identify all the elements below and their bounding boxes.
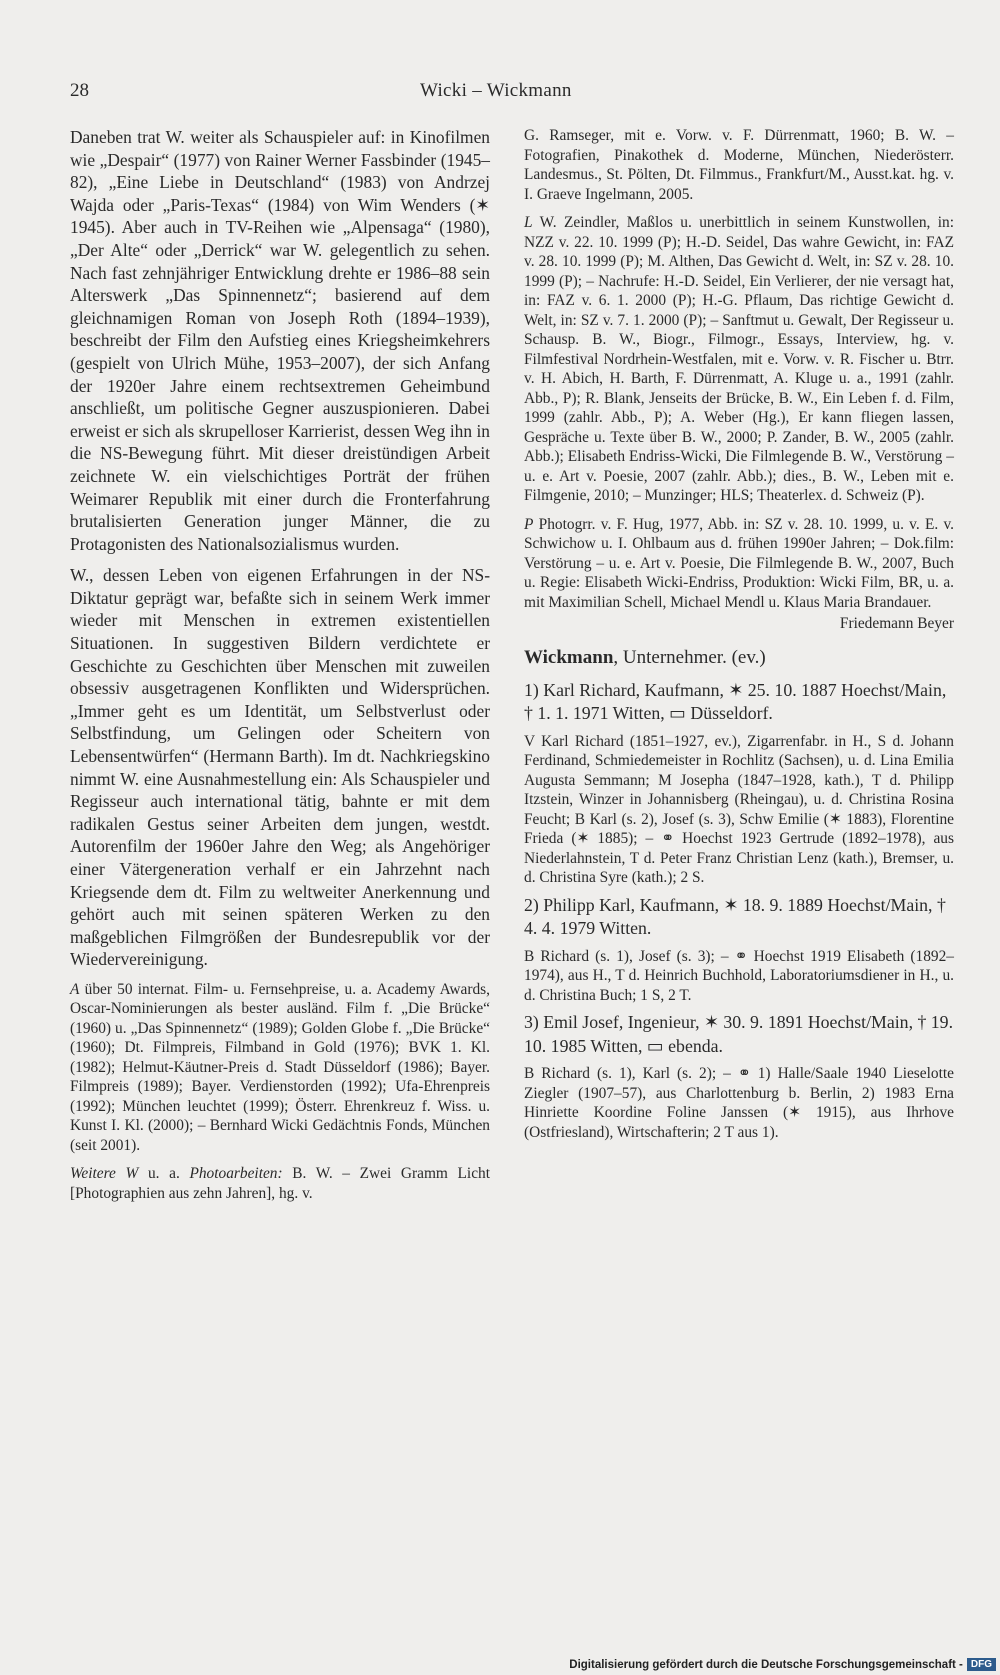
- works-mid: u. a.: [138, 1165, 190, 1183]
- portraits-section: [524, 515, 954, 613]
- awards-section: [70, 980, 490, 1156]
- portraits-label: P: [524, 515, 534, 533]
- literature-label: L: [524, 214, 533, 231]
- literature-text: W. Zeindler, Maßlos u. unerbittlich in seinem Kunstwollen, in: NZZ v. 22. 10. 1999 (P); H.-D. Seidel, Das wahre Gewicht, in: FAZ v. 28. 10. 1999 (P); M. Althen, Das Gewicht d. Welt, in: SZ v. 28. 10. 1999 (P); – Nachrufe: H.-D. Seidel, Ein Verlierer, der nie versagt hat, in: FAZ v. 6. 1. 2000 (P); H.-G. Pflaum, Das richtige Gewicht d. Welt, in: SZ v. 7. 1. 2000 (P); – Sanftmut u. Gewalt, Der Regisseur u. Schausp. B. W., Biogr., Filmogr., Essays, Interview, hg. v. Filmfestival Nordrhein-Westfalen, mit e. Vorw. v. R. Fischer u. Btrr. v. H. Abich, H. Barth, F. Dürrenmatt, A. Kluge u. a., 1991 (zahlr. Abb., P); R. Blank, Jenseits der Brücke, B. W., Ein Leben f. d. Film, 1999 (zahlr. Abb., P); A. Weber (Hg.), Er kann fliegen lassen, Gespräche u. Texte über B. W., 2000; P. Zander, B. W., 2005 (zahlr. Abb.); Elisabeth Endriss-Wicki, Die Filmlegende B. W., Verstörung – u. e. Art v. Poesie, 2007 (zahlr. Abb.); dies., B. W., Leben mit e. Filmgenie, 2010; – Munzinger; HLS; Theaterlex. d. Schweiz (P).: [524, 214, 954, 504]
- paragraph-career: Daneben trat W. weiter als Schauspieler auf: in Kinofilmen wie „Despair“ (1977) von Rainer Werner Fassbinder (1945–82), „Eine Liebe in Deutschland“ (1983) von Andrzej Wajda oder „Paris-Texas“ (1984) von Wim Wenders (✶ 1945). Aber auch in TV-Reihen wie „Alpensaga“ (1980), „Der Alte“ oder „Derrick“ war W. gelegentlich zu sehen. Nach fast zehnjähriger Entwicklung drehte er 1986–88 sein Alterswerk „Das Spinnennetz“; basierend auf dem gleichnamigen Roman von Joseph Roth (1894–1939), beschreibt der Film den Aufstieg eines Kriegsheimkehrers (gespielt von Ulrich Mühe, 1953–2007), der sich Anfang der 1920er Jahre einem rechtsextremen Geheimbund anschließt, um politische Gegner auszuspionieren. Dabei erweist er sich als skrupelloser Karrierist, dessen Weg ihn in die NS-Bewegung führt. Mit dieser dreistündigen Arbeit zeichnete W. ein vielschichtiges Porträt der frühen Weimarer Republik mit einer durch die Fronterfahrung brutalisierten Generation junger Männer, die zu Protagonisten des Nationalsozialismus wurden.: [70, 127, 490, 554]
- person-1-genealogy: V Karl Richard (1851–1927, ev.), Zigarrenfabr. in H., S d. Johann Ferdinand, Schmiedemeister in Rochlitz (Sachsen), u. d. Lina Emilia Augusta Semmann; M Josepha (1847–1928, kath.), T d. Philipp Itzstein, Winzer in Johannisberg (Rheingau), u. d. Christina Rosina Feucht; B Karl (s. 2), Josef (s. 3), Schw Emilie (✶ 1883), Florentine Frieda (✶ 1885); – ⚭ Hoechst 1923 Gertrude (1892–1978), aus Niederlahnstein, T d. Peter Franz Christian Lenz (kath.), Bremser, u. d. Christina Syre (kath.); 2 S.: [524, 732, 954, 886]
- dfg-logo: DFG: [967, 1658, 996, 1671]
- works-photo-label: Photoarbeiten:: [189, 1165, 283, 1183]
- works-section: [70, 1164, 490, 1203]
- person-1-heading: 1) Karl Richard, Kaufmann, ✶ 25. 10. 1887 Hoechst/Main, † 1. 1. 1971 Witten, ▭ Düsseldorf.: [524, 679, 947, 723]
- awards-text: über 50 internat. Film- u. Fernsehpreise, u. a. Academy Awards, Oscar-Nominierungen als bester ausländ. Film f. „Die Brücke“ (1960) u. „Das Spinnennetz“ (1989); Golden Globe f. „Die Brücke“ (1960); Dt. Filmpreis, Filmband in Gold (1976); BVK 1. Kl. (1982); Helmut-Käutner-Preis d. Stadt Düsseldorf (1986); Bayer. Filmpreis (1989); Bayer. Verdienstorden (1992); Ufa-Ehrenpreis (1992); München leuchtet (1999); Österr. Ehrenkreuz f. Wiss. u. Kunst I. Kl. (2000); – Bernhard Wicki Gedächtnis Fonds, München (seit 2001).: [70, 980, 490, 1154]
- works-continued: G. Ramseger, mit e. Vorw. v. F. Dürrenmatt, 1960; B. W. – Fotografien, Pinakothek d. Moderne, München, Niederösterr. Landesmus., St. Pölten, Dt. Filmmus., Frankfurt/M., Ausst.kat. hg. v. I. Graeve Ingelmann, 2005.: [524, 127, 954, 203]
- paragraph-assessment: W., dessen Leben von eigenen Erfahrungen in der NS-Diktatur geprägt war, befaßte sich in seinem Werk immer wieder mit Menschen in extremen existentiellen Situationen. In suggestiven Bildern verdichtete er Geschichte zu Geschichten über Menschen mit zuweilen obsessiv ausgetragenen Konflikten und Widersprüchen. „Immer geht es um Identität, um Selbstverlust oder Selbstfindung, um Gelingen oder Scheitern von Lebensentwürfen“ (Hermann Barth). Im dt. Nachkriegskino nimmt W. eine Ausnahmestellung ein: Als Schauspieler und Regisseur auch international tätig, bahnte er mit dem radikalen Gestus seiner Arbeiten dem jungen, westdt. Autorenfilm der 1960er Jahre den Weg; als Angehöriger einer Vätergeneration verhalf er ein Jahrzehnt nach Kriegsende dem dt. Film zu weltweiter Anerkennung und gehört auch mit seinen späteren Werken zu den maßgeblichen Filmgrößen der Bundesrepublik vor der Wiedervereinigung.: [70, 565, 490, 970]
- page-number: 28: [70, 80, 89, 101]
- literature-section: [524, 213, 954, 506]
- awards-label: A: [70, 980, 80, 998]
- running-title: Wicki – Wickmann: [420, 80, 572, 101]
- right-column: [524, 126, 954, 1142]
- person-2-heading: 2) Philipp Karl, Kaufmann, ✶ 18. 9. 1889 Hoechst/Main, † 4. 4. 1979 Witten.: [524, 894, 946, 938]
- person-3-heading: 3) Emil Josef, Ingenieur, ✶ 30. 9. 1891 Hoechst/Main, † 19. 10. 1985 Witten, ▭ ebenda.: [524, 1012, 954, 1056]
- left-column: [70, 126, 490, 1203]
- family-description: , Unternehmer. (ev.): [613, 646, 766, 668]
- person-3-genealogy: B Richard (s. 1), Karl (s. 2); – ⚭ 1) Halle/Saale 1940 Lieselotte Ziegler (1907–57), aus Charlottenburg b. Berlin, 2) 1983 Erna Hinriette Koordine Foline Janssen (✶ 1915), aus Ihrhove (Ostfriesland), Wirtschafterin; 2 T aus 1).: [524, 1065, 954, 1141]
- family-name: Wickmann: [524, 646, 614, 668]
- digitization-footer: [569, 1658, 1000, 1675]
- footer-text: Digitalisierung gefördert durch die Deutsche Forschungsgemeinschaft -: [569, 1658, 963, 1671]
- article-author: Friedemann Beyer: [839, 615, 954, 632]
- person-2-genealogy: B Richard (s. 1), Josef (s. 3); – ⚭ Hoechst 1919 Elisabeth (1892–1974), aus H., T d. Heinrich Buchhold, Laboratoriumsdiener in H., u. d. Christina Buch; 1 S, 2 T.: [524, 947, 954, 1004]
- family-entry-heading: [524, 646, 954, 670]
- portraits-text: Photogrr. v. F. Hug, 1977, Abb. in: SZ v. 28. 10. 1999, u. v. E. v. Schwichow u. I. Ohlbaum aus d. frühen 1990er Jahren; – Dok.film: Verstörung – u. e. Art v. Poesie, Die Filmlegende B. W., 2007, Buch u. Regie: Elisabeth Wicki-Endriss, Produktion: Wicki Film, BR, u. a. mit Maximilian Schell, Michael Mendl u. Klaus Maria Brandauer.: [524, 515, 954, 611]
- works-label: Weitere W: [70, 1165, 139, 1183]
- works-text: B. W. – Zwei Gramm Licht [Photographien aus zehn Jahren], hg. v.: [70, 1165, 490, 1202]
